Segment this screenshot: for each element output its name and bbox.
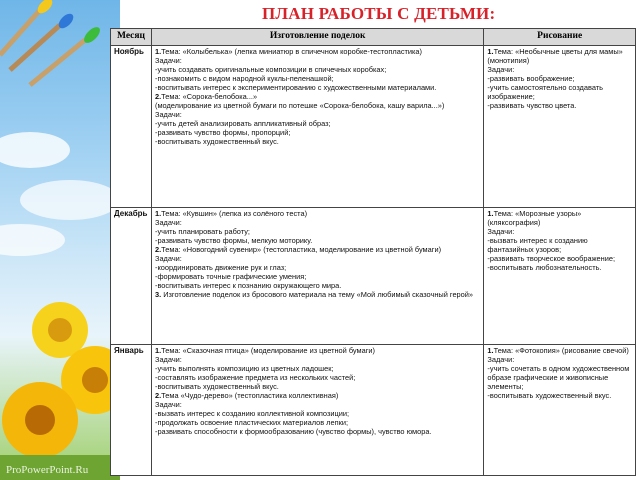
cell-text-line (487, 364, 632, 391)
item-text: -продолжать освоение пластических материалов лепки; (154, 417, 349, 427)
item-number: 3. (154, 289, 162, 299)
item-text: -учить планировать работу; (154, 226, 250, 236)
item-text: -развивать воображение; (487, 73, 575, 83)
page-title: ПЛАН РАБОТЫ С ДЕТЬМИ: (262, 4, 496, 23)
cell-text-line (155, 290, 480, 299)
item-text: Тема: «Фотокопия» (рисование свечой) (493, 345, 629, 355)
cell-text-line (155, 355, 480, 364)
cell-text-line (155, 364, 480, 373)
item-text: -вызвать интерес к созданию фантазийных узоров; (487, 235, 588, 254)
cell-text-line (155, 101, 480, 110)
column-header-drawing: Рисование (484, 29, 636, 46)
cell-text-line (155, 236, 480, 245)
cell-text-line (487, 236, 632, 254)
item-text: -воспитывать любознательность. (487, 262, 602, 272)
cell-text-line (155, 92, 480, 101)
cell-text-line (155, 56, 480, 65)
item-text: Задачи: (487, 354, 515, 364)
watermark-text: ProPowerPoint.Ru (6, 464, 89, 476)
cell-text-line (487, 263, 632, 272)
item-text: Тема «Чудо-дерево» (тестопластика коллективная) (161, 390, 339, 400)
cell-text-line (487, 83, 632, 101)
item-number: 1. (154, 208, 162, 218)
item-text: -развивать чувство цвета. (487, 100, 577, 110)
cell-text-line (155, 119, 480, 128)
item-text: -воспитывать художественный вкус. (154, 136, 279, 146)
item-text: -воспитывать интерес к экспериментированию с художественными материалами. (154, 82, 437, 92)
item-text: Задачи: (154, 399, 182, 409)
cell-text-line (155, 218, 480, 227)
cell-text-line (155, 110, 480, 119)
item-text: -составлять изображение предмета из нескольких частей; (154, 372, 356, 382)
cell-text-line (155, 409, 480, 418)
item-text: Тема: «Колыбелька» (лепка миниатюр в спичечном коробке-тестопластика) (161, 46, 422, 56)
cell-text-line (155, 281, 480, 290)
cell-text-line (487, 209, 632, 227)
item-text: Тема: «Новогодний сувенир» (тестопластика, моделирование из цветной бумаги) (161, 244, 442, 254)
item-text: -воспитывать художественный вкус. (154, 381, 279, 391)
cell-text-line (155, 346, 480, 355)
item-number: 2. (154, 91, 162, 101)
table-row (111, 344, 636, 475)
cell-text-line (155, 137, 480, 146)
cell-text-line (155, 227, 480, 236)
drawing-cell (484, 344, 636, 475)
item-text: -учить выполнять композицию из цветных ладошек; (154, 363, 334, 373)
item-number: 1. (154, 46, 162, 56)
cell-text-line (487, 227, 632, 236)
cell-text-line (155, 254, 480, 263)
cell-text-line (487, 346, 632, 355)
cell-text-line (155, 400, 480, 409)
item-number: 1. (487, 208, 494, 218)
cell-text-line (155, 382, 480, 391)
column-header-crafts: Изготовление поделок (151, 29, 483, 46)
item-text: Задачи: (487, 64, 515, 74)
item-text: -учить детей анализировать аппликативный образ; (154, 118, 331, 128)
table-row (111, 207, 636, 344)
crafts-cell (151, 344, 483, 475)
item-text: Задачи: (487, 226, 515, 236)
item-number: 1. (487, 345, 494, 355)
item-text: (моделирование из цветной бумаги по потешке «Сорока-белобока, кашу варила...») (154, 100, 445, 110)
item-text: -развивать чувство формы, мелкую моторику. (154, 235, 313, 245)
item-text: -воспитывать интерес к познанию окружающего мира. (154, 280, 342, 290)
crafts-cell (151, 207, 483, 344)
cell-text-line (155, 272, 480, 281)
work-plan-table (110, 28, 636, 476)
item-text: -формировать точные графические умения; (154, 271, 307, 281)
cell-text-line (155, 209, 480, 218)
table-header-row (111, 29, 636, 46)
crafts-cell (151, 45, 483, 207)
item-number: 1. (487, 46, 494, 56)
cell-text-line (155, 83, 480, 92)
item-text: -развивать способности к формообразованию (чувство формы), чувство юмора. (154, 426, 432, 436)
cell-text-line (487, 391, 632, 400)
cell-text-line (487, 65, 632, 74)
item-text: Тема: «Сказочная птица» (моделирование из цветной бумаги) (161, 345, 375, 355)
month-cell: Январь (111, 344, 152, 475)
item-text: -учить создавать оригинальные композиции в спичечных коробках; (154, 64, 387, 74)
drawing-cell (484, 207, 636, 344)
month-cell: Ноябрь (111, 45, 152, 207)
item-text: -развивать творческое воображение; (487, 253, 616, 263)
item-text: Тема: «Морозные узоры» (кляксография) (487, 208, 582, 227)
drawing-cell (484, 45, 636, 207)
cell-text-line (487, 254, 632, 263)
month-cell: Декабрь (111, 207, 152, 344)
cell-text-line (155, 418, 480, 427)
cell-text-line (487, 74, 632, 83)
cell-text-line (487, 101, 632, 110)
item-text: -учить сочетать в одном художественном образе графические и живописные элементы; (487, 363, 630, 391)
column-header-month: Месяц (111, 29, 152, 46)
item-text: -воспитывать художественный вкус. (487, 390, 612, 400)
item-text: Тема: «Сорока-белобока...» (161, 91, 258, 101)
cell-text-line (487, 355, 632, 364)
item-text: -познакомить с видом народной куклы-пеленашкой; (154, 73, 334, 83)
item-number: 2. (154, 390, 162, 400)
cell-text-line (155, 245, 480, 254)
item-text: Задачи: (154, 217, 182, 227)
table-row (111, 45, 636, 207)
cell-text-line (155, 427, 480, 436)
cell-text-line (155, 391, 480, 400)
item-text: Тема: «Необычные цветы для мамы» (монотипия) (487, 46, 623, 65)
cell-text-line (155, 65, 480, 74)
item-text: Задачи: (154, 354, 182, 364)
cell-text-line (155, 263, 480, 272)
item-text: Изготовление поделок из бросового материала на тему «Мой любимый сказочный герой» (161, 289, 474, 299)
item-text: Задачи: (154, 55, 182, 65)
item-number: 2. (154, 244, 162, 254)
cell-text-line (487, 47, 632, 65)
cell-text-line (155, 47, 480, 56)
item-text: -координировать движение рук и глаз; (154, 262, 287, 272)
item-text: -развивать чувство формы, пропорций; (154, 127, 291, 137)
item-text: -вызвать интерес к созданию коллективной композиции; (154, 408, 350, 418)
item-text: Задачи: (154, 253, 182, 263)
cell-text-line (155, 74, 480, 83)
item-number: 1. (154, 345, 162, 355)
cell-text-line (155, 128, 480, 137)
cell-text-line (155, 373, 480, 382)
item-text: Тема: «Кувшин» (лепка из солёного теста) (161, 208, 308, 218)
item-text: Задачи: (154, 109, 182, 119)
item-text: -учить самостоятельно создавать изображение; (487, 82, 604, 101)
